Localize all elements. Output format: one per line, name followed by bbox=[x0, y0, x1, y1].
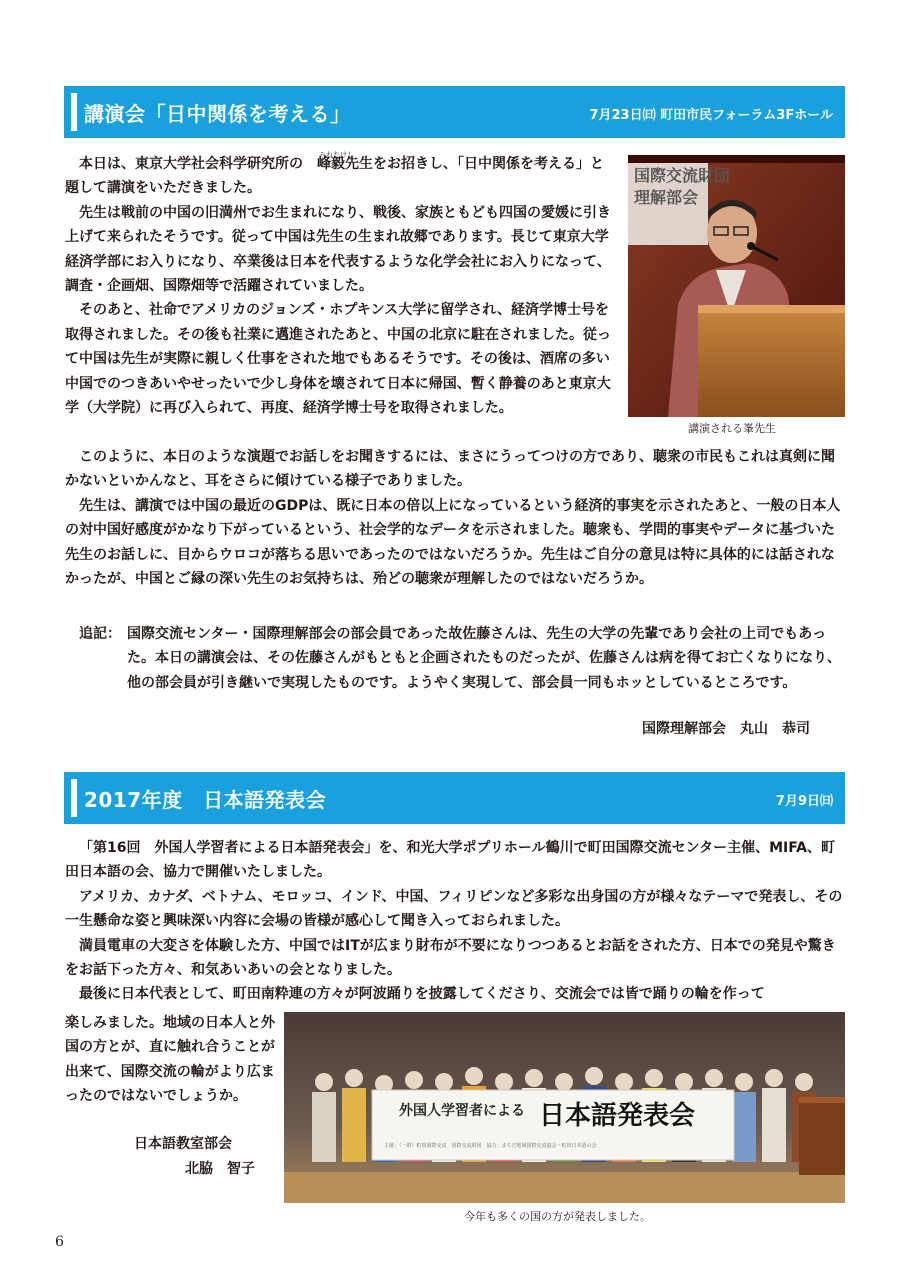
header-accent-bar bbox=[71, 93, 77, 131]
lecture-paragraph-4: このように、本日のような演題でお話しをお聞きするには、まさにうってつけの方であり、聴衆の市民もこれは真剣に聞かないといかんなと、耳をさらに傾けている様子でありました。 bbox=[65, 449, 835, 490]
contest-signature-name: 北脇 智子 bbox=[185, 1161, 255, 1177]
lecture-section-header bbox=[64, 86, 845, 138]
contest-paragraph-3: 満員電車の大変さを体験した方、中国ではITが広まり財布が不要になりつつあるとお話をされた方、日本での発見や驚きをお話下った方々、和気あいあいの会となりました。 bbox=[65, 937, 836, 979]
banner-sponsor-text: 主催：（一財）町田国際交流 国際交流財団 協力：まちだ地域国際交流協会・町田日本語の会 bbox=[384, 1143, 597, 1149]
speech-contest-body bbox=[65, 836, 845, 1007]
photo-banner-text: 国際交流財団 理解部会 bbox=[634, 166, 731, 207]
speaker-photo-caption: 講演される峯先生 bbox=[688, 422, 776, 435]
header-accent-bar bbox=[71, 779, 77, 817]
page-number: 6 bbox=[55, 1234, 64, 1250]
contest-paragraph-2: アメリカ、カナダ、ベトナム、モロッコ、インド、中国、フィリピンなど多彩な出身国の方が様々なテーマで発表し、その一生懸命な姿と興味深い内容に会場の皆様が感心して聞き入っておられました。 bbox=[65, 888, 843, 930]
banner-large-text: 日本語発表会 bbox=[539, 1101, 696, 1131]
speech-contest-section-header bbox=[64, 772, 845, 824]
postscript-label: 追記： bbox=[79, 626, 121, 642]
lecture-fullwidth-body bbox=[65, 445, 845, 591]
lecture-paragraph-2: 先生は戦前の中国の旧満州でお生まれになり、戦後、家族ともども四国の愛媛に引き上げて来られたそうです。従って中国は先生の生まれ故郷であります。長じて東京大学経済学部にお入りになり、卒業後は日本を代表するような化学会社にお入りになって、調査・企画畑、国際畑等で活躍されていました。 bbox=[65, 204, 611, 295]
group-photo bbox=[284, 1012, 845, 1203]
group-photo-caption: 今年も多くの国の方が発表しました。 bbox=[464, 1210, 651, 1223]
speech-contest-title: 2017年度 日本語発表会 bbox=[84, 788, 327, 812]
speaker-photo bbox=[628, 155, 845, 417]
speech-contest-date: 7月9日㈰ bbox=[775, 794, 833, 809]
lecture-paragraph-1: 本日は、東京大学社会科学研究所の みねたけし 峰毅先生をお招きし、「日中関係を考える」と題して講演をいただきました。 bbox=[65, 151, 604, 197]
banner-small-text: 外国人学習者による bbox=[399, 1103, 525, 1119]
lecture-date-venue: 7月23日㈰ 町田市民フォーラム3Fホール bbox=[589, 108, 833, 123]
contest-signature-dept: 日本語教室部会 bbox=[134, 1136, 232, 1152]
contest-paragraph-1: 「第16回 外国人学習者による日本語発表会」を、和光大学ポプリホール鶴川で町田国際交流センター主催、MIFA、町田日本語の会、協力で開催いたしました。 bbox=[65, 840, 836, 881]
speaker-name: みねたけし 峰毅 bbox=[317, 151, 354, 172]
postscript-text: 国際交流センター・国際理解部会の部会員であった故佐藤さんは、先生の大学の先輩であり会社の上司でもあった。本日の講演会は、その佐藤さんがもともと企画されたものだったが、佐藤さんは病を得てお亡くなりになり、他の部会員が引き継いで実現したものです。ようやく実現して、部会員一同もホッとしているところです。 bbox=[127, 626, 841, 691]
lecture-paragraph-5: 先生は、講演では中国の最近のGDPは、既に日本の倍以上になっているという経済的事実を示されたあと、一般の日本人の対中国好感度がかなり下がっているという、社会学的なデータを示されました。聴衆も、学問的事実やデータに基づいた先生のお話しに、目からウロコが落ちる思いであったのではないだろうか。先生はご自分の意見は特に具体的には話されなかったが、中国とご縁の深い先生のお気持ちは、殆どの聴衆が理解したのではないだろうか。 bbox=[65, 497, 841, 588]
contest-paragraph-4-continued: 楽しみました。地域の日本人と外国の方とが、直に触れ合うことが出来て、国際交流の輪がより広まったのではないでしょうか。 bbox=[65, 1015, 275, 1105]
lecture-body-column bbox=[65, 152, 615, 420]
lecture-section-title: 講演会「日中関係を考える」 bbox=[84, 102, 351, 126]
contest-paragraph-4-line1: 最後に日本代表として、町田南粋連の方々が阿波踊りを披露してくださり、交流会では皆で踊りの輪を作って bbox=[79, 986, 765, 1003]
lecture-paragraph-3: そのあと、社命でアメリカのジョンズ・ホプキンス大学に留学され、経済学博士号を取得されました。その後も社業に邁進されたあと、中国の北京に駐在されました。従って中国は先生が実際に親しく仕事をされた地でもあるそうです。その後は、酒席の多い中国でのつきあいやせったいで少し身体を壊されて日本に帰国、暫く静養のあと東京大学（大学院）に再び入られて、再度、経済学博士号を取得されました。 bbox=[65, 302, 611, 417]
lecture-signature: 国際理解部会 丸山 恭司 bbox=[642, 721, 810, 737]
